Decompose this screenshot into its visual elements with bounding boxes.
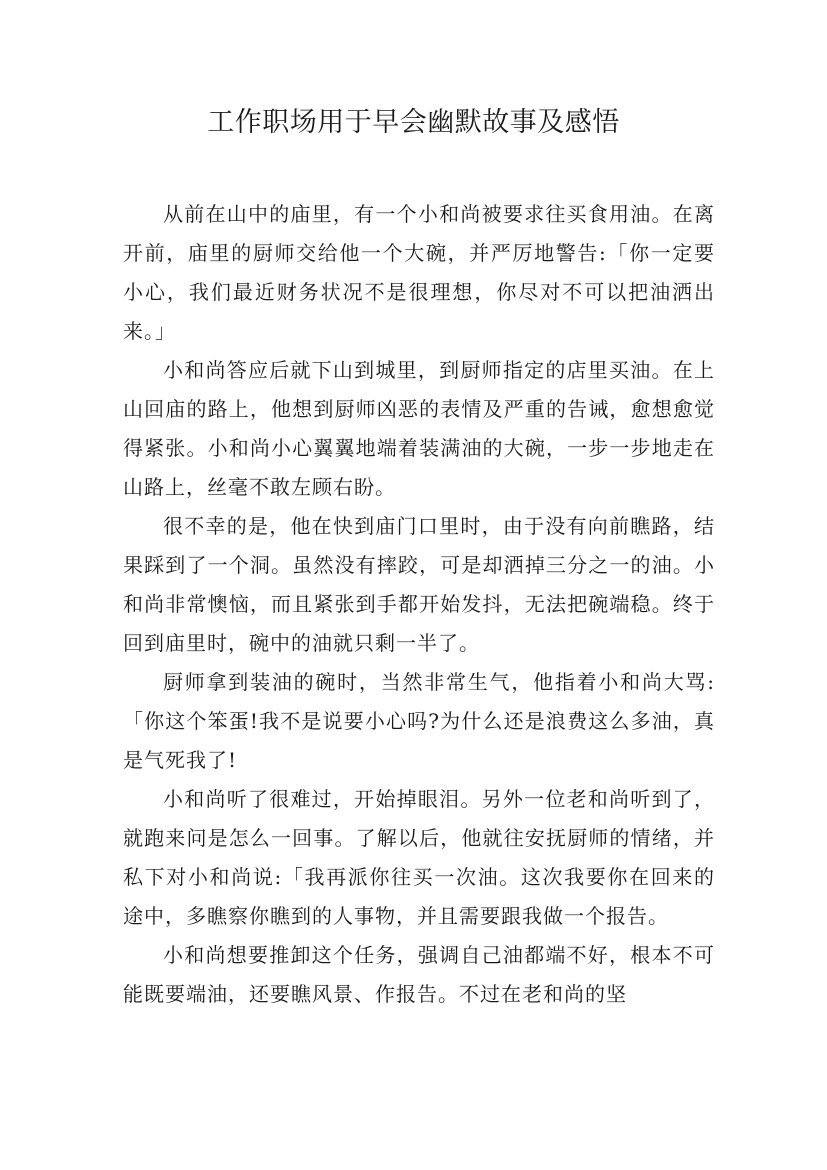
document-body [123,195,715,1014]
paragraph-5: 小和尚听了很难过，开始掉眼泪。另外一位老和尚听到了，就跑来问是怎么一回事。了解以后，他就往安抚厨师的情绪，并私下对小和尚说:「我再派你往买一次油。这次我要你在回来的途中，多瞧察你瞧到的人事物，并且需要跟我做一个报告。 [123,787,715,928]
paragraph-2: 小和尚答应后就下山到城里，到厨师指定的店里买油。在上山回庙的路上，他想到厨师凶恶的表情及严重的告诫，愈想愈觉得紧张。小和尚小心翼翼地端着装满油的大碗，一步一步地走在山路上，丝毫不敢左顾右盼。 [123,358,715,499]
paragraph-4: 厨师拿到装油的碗时，当然非常生气，他指着小和尚大骂:「你这个笨蛋!我不是说要小心吗?为什么还是浪费这么多油，真是气死我了! [123,670,715,772]
document-title: 工作职场用于早会幽默故事及感悟 [207,107,620,138]
paragraph-1: 从前在山中的庙里，有一个小和尚被要求往买食用油。在离开前，庙里的厨师交给他一个大碗，并严厉地警告:「你一定要小心，我们最近财务状况不是很理想，你尽对不可以把油洒出来。」 [123,202,715,343]
paragraph-3: 很不幸的是，他在快到庙门口里时，由于没有向前瞧路，结果踩到了一个洞。虽然没有摔跤，可是却洒掉三分之一的油。小和尚非常懊恼，而且紧张到手都开始发抖，无法把碗端稳。终于回到庙里时，碗中的油就只剩一半了。 [123,514,715,655]
paragraph-6: 小和尚想要推卸这个任务，强调自己油都端不好，根本不可能既要端油，还要瞧风景、作报告。不过在老和尚的坚 [123,943,715,1006]
